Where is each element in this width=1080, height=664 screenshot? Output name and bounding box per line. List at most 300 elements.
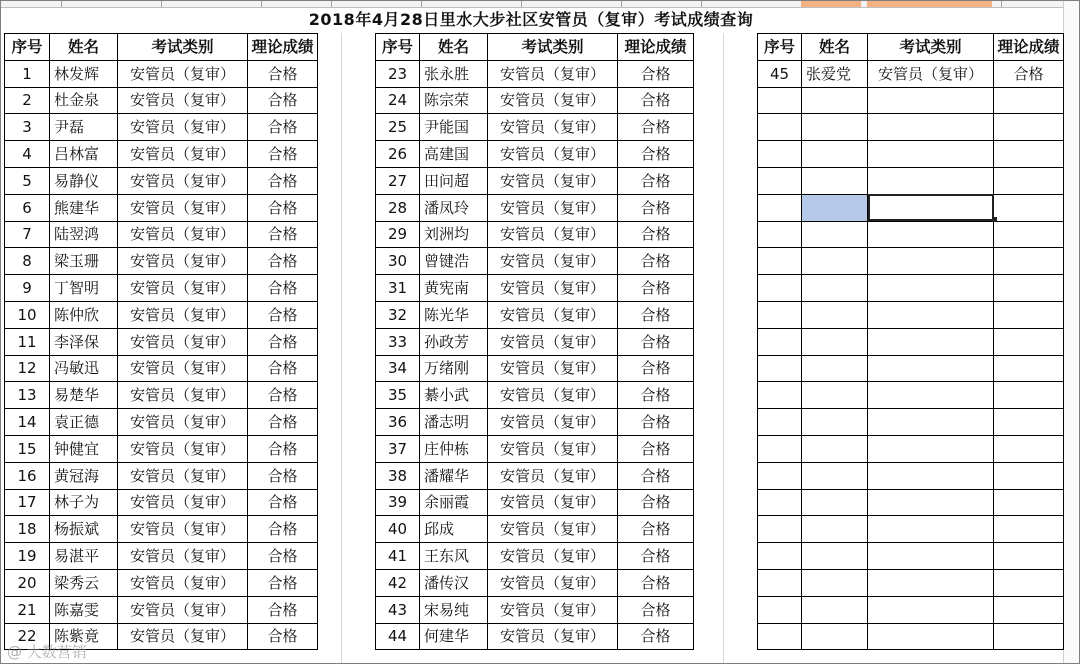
empty-cell[interactable]	[802, 328, 868, 355]
name-cell[interactable]: 熊建华	[50, 194, 118, 221]
seq-cell[interactable]: 28	[376, 194, 420, 221]
name-cell[interactable]: 王东风	[420, 543, 488, 570]
score-cell[interactable]: 合格	[248, 194, 318, 221]
empty-cell[interactable]	[994, 623, 1064, 650]
empty-cell[interactable]	[994, 87, 1064, 114]
empty-cell[interactable]	[758, 328, 802, 355]
empty-cell[interactable]	[994, 248, 1064, 275]
empty-cell[interactable]	[994, 435, 1064, 462]
seq-cell[interactable]: 40	[376, 516, 420, 543]
empty-cell[interactable]	[758, 409, 802, 436]
score-cell[interactable]: 合格	[248, 516, 318, 543]
empty-cell[interactable]	[868, 623, 994, 650]
seq-cell[interactable]: 19	[5, 543, 50, 570]
name-cell[interactable]: 李泽保	[50, 328, 118, 355]
category-cell[interactable]: 安管员（复审）	[488, 167, 618, 194]
empty-cell[interactable]	[868, 221, 994, 248]
empty-cell[interactable]	[994, 167, 1064, 194]
score-cell[interactable]: 合格	[618, 301, 694, 328]
empty-cell[interactable]	[994, 409, 1064, 436]
table-row	[758, 275, 1064, 302]
table-row	[758, 194, 1064, 221]
header-seq[interactable]: 序号	[5, 34, 50, 61]
category-cell[interactable]: 安管员（复审）	[118, 569, 248, 596]
empty-cell[interactable]	[868, 87, 994, 114]
category-cell[interactable]: 安管员（复审）	[488, 275, 618, 302]
table-row	[758, 248, 1064, 275]
category-cell[interactable]: 安管员（复审）	[488, 328, 618, 355]
name-cell[interactable]: 陆翌鸿	[50, 221, 118, 248]
empty-cell[interactable]	[868, 141, 994, 168]
table-row	[376, 596, 694, 623]
seq-cell[interactable]: 39	[376, 489, 420, 516]
score-cell[interactable]: 合格	[248, 489, 318, 516]
header-name[interactable]: 姓名	[420, 34, 488, 61]
score-cell[interactable]: 合格	[618, 221, 694, 248]
name-cell[interactable]: 钟健宜	[50, 435, 118, 462]
empty-cell[interactable]	[802, 167, 868, 194]
empty-cell[interactable]	[994, 114, 1064, 141]
category-cell[interactable]: 安管员（复审）	[488, 409, 618, 436]
selected-cell[interactable]	[802, 194, 868, 221]
name-cell[interactable]: 万绪刚	[420, 355, 488, 382]
empty-cell[interactable]	[802, 87, 868, 114]
empty-cell[interactable]	[758, 275, 802, 302]
empty-cell[interactable]	[758, 221, 802, 248]
empty-cell[interactable]	[802, 301, 868, 328]
name-cell[interactable]: 田问超	[420, 167, 488, 194]
seq-cell[interactable]: 37	[376, 435, 420, 462]
empty-cell[interactable]	[994, 275, 1064, 302]
score-cell[interactable]: 合格	[618, 194, 694, 221]
table-row	[5, 328, 318, 355]
seq-cell[interactable]: 32	[376, 301, 420, 328]
empty-cell[interactable]	[868, 301, 994, 328]
empty-cell[interactable]	[994, 569, 1064, 596]
empty-cell[interactable]	[802, 596, 868, 623]
name-cell[interactable]: 袁正德	[50, 409, 118, 436]
empty-cell[interactable]	[802, 435, 868, 462]
empty-cell[interactable]	[758, 382, 802, 409]
category-cell[interactable]: 安管员（复审）	[118, 194, 248, 221]
empty-cell[interactable]	[868, 328, 994, 355]
seq-cell[interactable]: 41	[376, 543, 420, 570]
category-cell[interactable]: 安管员（复审）	[118, 60, 248, 87]
seq-cell[interactable]: 10	[5, 301, 50, 328]
empty-cell[interactable]	[758, 355, 802, 382]
name-cell[interactable]: 曾键浩	[420, 248, 488, 275]
empty-cell[interactable]	[802, 114, 868, 141]
category-cell[interactable]: 安管员（复审）	[488, 516, 618, 543]
empty-cell[interactable]	[802, 141, 868, 168]
table-row	[758, 409, 1064, 436]
category-cell[interactable]: 安管员（复审）	[118, 623, 248, 650]
empty-cell[interactable]	[802, 382, 868, 409]
category-cell[interactable]: 安管员（复审）	[488, 221, 618, 248]
empty-cell[interactable]	[994, 462, 1064, 489]
category-cell[interactable]: 安管员（复审）	[488, 248, 618, 275]
score-cell[interactable]: 合格	[248, 87, 318, 114]
name-cell[interactable]: 陈光华	[420, 301, 488, 328]
category-cell[interactable]: 安管员（复审）	[118, 489, 248, 516]
empty-cell[interactable]	[994, 194, 1064, 221]
table-row	[5, 194, 318, 221]
empty-cell[interactable]	[758, 543, 802, 570]
name-cell[interactable]: 梁秀云	[50, 569, 118, 596]
seq-cell[interactable]: 6	[5, 194, 50, 221]
name-cell[interactable]: 邱成	[420, 516, 488, 543]
empty-cell[interactable]	[758, 569, 802, 596]
seq-cell[interactable]: 31	[376, 275, 420, 302]
empty-cell[interactable]	[994, 516, 1064, 543]
seq-cell[interactable]: 16	[5, 462, 50, 489]
score-cell[interactable]: 合格	[248, 462, 318, 489]
empty-cell[interactable]	[868, 275, 994, 302]
score-cell[interactable]: 合格	[618, 355, 694, 382]
category-cell[interactable]: 安管员（复审）	[118, 301, 248, 328]
score-cell[interactable]: 合格	[618, 543, 694, 570]
header-name[interactable]: 姓名	[802, 34, 868, 61]
table-row	[758, 87, 1064, 114]
score-cell[interactable]: 合格	[248, 248, 318, 275]
seq-cell[interactable]: 18	[5, 516, 50, 543]
seq-cell[interactable]: 4	[5, 141, 50, 168]
header-seq[interactable]: 序号	[758, 34, 802, 61]
seq-cell[interactable]: 36	[376, 409, 420, 436]
score-cell[interactable]: 合格	[248, 328, 318, 355]
empty-cell[interactable]	[994, 221, 1064, 248]
name-cell[interactable]: 潘凤玲	[420, 194, 488, 221]
score-cell[interactable]: 合格	[248, 60, 318, 87]
category-cell[interactable]: 安管员（复审）	[488, 435, 618, 462]
empty-cell[interactable]	[868, 435, 994, 462]
empty-cell[interactable]	[802, 543, 868, 570]
name-cell[interactable]: 吕林富	[50, 141, 118, 168]
score-cell[interactable]: 合格	[618, 409, 694, 436]
name-cell[interactable]: 孙政芳	[420, 328, 488, 355]
seq-cell[interactable]: 2	[5, 87, 50, 114]
empty-cell[interactable]	[868, 167, 994, 194]
table-row	[758, 114, 1064, 141]
seq-cell[interactable]: 35	[376, 382, 420, 409]
category-cell[interactable]: 安管员（复审）	[118, 328, 248, 355]
table-row	[376, 435, 694, 462]
seq-cell[interactable]: 26	[376, 141, 420, 168]
vertical-scrollbar-area[interactable]	[1063, 1, 1080, 663]
name-cell[interactable]: 尹磊	[50, 114, 118, 141]
name-cell[interactable]: 刘洲均	[420, 221, 488, 248]
category-cell[interactable]: 安管员（复审）	[488, 596, 618, 623]
name-cell[interactable]: 张永胜	[420, 60, 488, 87]
seq-cell[interactable]: 27	[376, 167, 420, 194]
seq-cell[interactable]: 44	[376, 623, 420, 650]
score-cell[interactable]: 合格	[618, 275, 694, 302]
empty-cell[interactable]	[758, 435, 802, 462]
score-cell[interactable]: 合格	[248, 623, 318, 650]
category-cell[interactable]: 安管员（复审）	[118, 462, 248, 489]
header-score[interactable]: 理论成绩	[248, 34, 318, 61]
empty-cell[interactable]	[802, 248, 868, 275]
sheet-title: 2018年4月28日里水大步社区安管员（复审）考试成绩查询	[308, 10, 754, 29]
table-row	[758, 569, 1064, 596]
table-row	[376, 569, 694, 596]
name-cell[interactable]: 丁智明	[50, 275, 118, 302]
name-cell[interactable]: 林子为	[50, 489, 118, 516]
category-cell[interactable]: 安管员（复审）	[488, 141, 618, 168]
category-cell[interactable]: 安管员（复审）	[118, 516, 248, 543]
empty-cell[interactable]	[994, 543, 1064, 570]
name-cell[interactable]: 黄宪南	[420, 275, 488, 302]
empty-cell[interactable]	[802, 221, 868, 248]
name-cell[interactable]: 陈仲欣	[50, 301, 118, 328]
category-cell[interactable]: 安管员（复审）	[868, 60, 994, 87]
category-cell[interactable]: 安管员（复审）	[488, 382, 618, 409]
name-cell[interactable]: 易楚华	[50, 382, 118, 409]
score-cell[interactable]: 合格	[248, 355, 318, 382]
category-cell[interactable]: 安管员（复审）	[118, 355, 248, 382]
seq-cell[interactable]: 43	[376, 596, 420, 623]
name-cell[interactable]: 高建国	[420, 141, 488, 168]
empty-cell[interactable]	[758, 87, 802, 114]
empty-cell[interactable]	[994, 141, 1064, 168]
header-score[interactable]: 理论成绩	[994, 34, 1064, 61]
name-cell[interactable]: 杜金泉	[50, 87, 118, 114]
score-cell[interactable]: 合格	[618, 435, 694, 462]
score-cell[interactable]: 合格	[248, 141, 318, 168]
name-cell[interactable]: 余丽霞	[420, 489, 488, 516]
category-cell[interactable]: 安管员（复审）	[118, 435, 248, 462]
score-cell[interactable]: 合格	[248, 275, 318, 302]
category-cell[interactable]: 安管员（复审）	[488, 194, 618, 221]
name-cell[interactable]: 綦小武	[420, 382, 488, 409]
seq-cell[interactable]: 11	[5, 328, 50, 355]
header-row	[758, 34, 1064, 61]
score-cell[interactable]: 合格	[248, 114, 318, 141]
score-cell[interactable]: 合格	[618, 516, 694, 543]
score-cell[interactable]: 合格	[618, 489, 694, 516]
seq-cell[interactable]: 25	[376, 114, 420, 141]
empty-cell[interactable]	[802, 489, 868, 516]
empty-cell[interactable]	[868, 516, 994, 543]
name-cell[interactable]: 庄仲栋	[420, 435, 488, 462]
table-row	[376, 87, 694, 114]
header-category[interactable]: 考试类别	[488, 34, 618, 61]
category-cell[interactable]: 安管员（复审）	[488, 489, 618, 516]
empty-cell[interactable]	[868, 409, 994, 436]
name-cell[interactable]: 梁玉珊	[50, 248, 118, 275]
seq-cell[interactable]: 20	[5, 569, 50, 596]
seq-cell[interactable]: 29	[376, 221, 420, 248]
seq-cell[interactable]: 34	[376, 355, 420, 382]
seq-cell[interactable]: 14	[5, 409, 50, 436]
empty-cell[interactable]	[758, 194, 802, 221]
table-row	[5, 355, 318, 382]
category-cell[interactable]: 安管员（复审）	[118, 409, 248, 436]
empty-cell[interactable]	[994, 355, 1064, 382]
category-cell[interactable]: 安管员（复审）	[118, 167, 248, 194]
seq-cell[interactable]: 30	[376, 248, 420, 275]
empty-cell[interactable]	[758, 114, 802, 141]
empty-cell[interactable]	[868, 462, 994, 489]
empty-cell[interactable]	[868, 489, 994, 516]
category-cell[interactable]: 安管员（复审）	[118, 596, 248, 623]
table-row	[758, 623, 1064, 650]
score-cell[interactable]: 合格	[618, 462, 694, 489]
category-cell[interactable]: 安管员（复审）	[118, 221, 248, 248]
category-cell[interactable]: 安管员（复审）	[488, 355, 618, 382]
seq-cell[interactable]: 42	[376, 569, 420, 596]
seq-cell[interactable]: 3	[5, 114, 50, 141]
empty-cell[interactable]	[802, 623, 868, 650]
empty-cell[interactable]	[868, 382, 994, 409]
seq-cell[interactable]: 8	[5, 248, 50, 275]
score-cell[interactable]: 合格	[248, 382, 318, 409]
empty-cell[interactable]	[758, 623, 802, 650]
score-cell[interactable]: 合格	[618, 248, 694, 275]
name-cell[interactable]: 张爱党	[802, 60, 868, 87]
name-cell[interactable]: 陈宗荣	[420, 87, 488, 114]
empty-cell[interactable]	[758, 248, 802, 275]
seq-cell[interactable]: 7	[5, 221, 50, 248]
header-seq[interactable]: 序号	[376, 34, 420, 61]
category-cell[interactable]: 安管员（复审）	[488, 87, 618, 114]
score-cell[interactable]: 合格	[618, 596, 694, 623]
name-cell[interactable]: 潘传汉	[420, 569, 488, 596]
score-cell[interactable]: 合格	[248, 167, 318, 194]
empty-cell[interactable]	[868, 543, 994, 570]
empty-cell[interactable]	[802, 355, 868, 382]
name-cell[interactable]: 何建华	[420, 623, 488, 650]
category-cell[interactable]: 安管员（复审）	[118, 114, 248, 141]
table-row	[758, 382, 1064, 409]
empty-cell[interactable]	[758, 167, 802, 194]
score-cell[interactable]: 合格	[618, 569, 694, 596]
score-cell[interactable]: 合格	[248, 596, 318, 623]
empty-cell[interactable]	[802, 409, 868, 436]
category-cell[interactable]: 安管员（复审）	[488, 301, 618, 328]
score-cell[interactable]: 合格	[618, 328, 694, 355]
category-cell[interactable]: 安管员（复审）	[118, 87, 248, 114]
score-cell[interactable]: 合格	[248, 221, 318, 248]
seq-cell[interactable]: 33	[376, 328, 420, 355]
name-cell[interactable]: 易静仪	[50, 167, 118, 194]
empty-cell[interactable]	[758, 141, 802, 168]
name-cell[interactable]: 杨振斌	[50, 516, 118, 543]
score-cell[interactable]: 合格	[994, 60, 1064, 87]
score-cell[interactable]: 合格	[618, 623, 694, 650]
empty-cell[interactable]	[802, 516, 868, 543]
seq-cell[interactable]: 9	[5, 275, 50, 302]
score-cell[interactable]: 合格	[248, 435, 318, 462]
name-cell[interactable]: 潘耀华	[420, 462, 488, 489]
header-score[interactable]: 理论成绩	[618, 34, 694, 61]
header-category[interactable]: 考试类别	[118, 34, 248, 61]
category-cell[interactable]: 安管员（复审）	[118, 543, 248, 570]
category-cell[interactable]: 安管员（复审）	[488, 462, 618, 489]
category-cell[interactable]: 安管员（复审）	[488, 623, 618, 650]
score-cell[interactable]: 合格	[248, 301, 318, 328]
score-cell[interactable]: 合格	[248, 409, 318, 436]
category-cell[interactable]: 安管员（复审）	[118, 382, 248, 409]
category-cell[interactable]: 安管员（复审）	[488, 60, 618, 87]
empty-cell[interactable]	[868, 569, 994, 596]
active-cell[interactable]	[868, 194, 994, 221]
header-name[interactable]: 姓名	[50, 34, 118, 61]
empty-cell[interactable]	[994, 596, 1064, 623]
score-cell[interactable]: 合格	[248, 569, 318, 596]
seq-cell[interactable]: 23	[376, 60, 420, 87]
table-row	[758, 516, 1064, 543]
score-cell[interactable]: 合格	[618, 141, 694, 168]
empty-cell[interactable]	[758, 596, 802, 623]
name-cell[interactable]: 黄冠海	[50, 462, 118, 489]
score-cell[interactable]: 合格	[618, 60, 694, 87]
empty-cell[interactable]	[868, 355, 994, 382]
header-category[interactable]: 考试类别	[868, 34, 994, 61]
empty-cell[interactable]	[758, 516, 802, 543]
score-cell[interactable]: 合格	[618, 167, 694, 194]
empty-cell[interactable]	[758, 301, 802, 328]
empty-cell[interactable]	[802, 275, 868, 302]
category-cell[interactable]: 安管员（复审）	[118, 141, 248, 168]
name-cell[interactable]: 林发辉	[50, 60, 118, 87]
seq-cell[interactable]: 24	[376, 87, 420, 114]
seq-cell[interactable]: 38	[376, 462, 420, 489]
empty-cell[interactable]	[994, 301, 1064, 328]
empty-cell[interactable]	[868, 248, 994, 275]
category-cell[interactable]: 安管员（复审）	[118, 248, 248, 275]
seq-cell[interactable]: 15	[5, 435, 50, 462]
empty-cell[interactable]	[994, 328, 1064, 355]
name-cell[interactable]: 易湛平	[50, 543, 118, 570]
seq-cell[interactable]: 17	[5, 489, 50, 516]
seq-cell[interactable]: 21	[5, 596, 50, 623]
score-cell[interactable]: 合格	[618, 87, 694, 114]
empty-cell[interactable]	[758, 462, 802, 489]
empty-cell[interactable]	[802, 462, 868, 489]
table-row	[5, 516, 318, 543]
name-cell[interactable]: 潘志明	[420, 409, 488, 436]
empty-cell[interactable]	[758, 489, 802, 516]
empty-cell[interactable]	[802, 569, 868, 596]
table-row	[5, 141, 318, 168]
name-cell[interactable]: 尹能国	[420, 114, 488, 141]
empty-cell[interactable]	[994, 489, 1064, 516]
seq-cell[interactable]: 45	[758, 60, 802, 87]
category-cell[interactable]: 安管员（复审）	[118, 275, 248, 302]
name-cell[interactable]: 冯敏迅	[50, 355, 118, 382]
category-cell[interactable]: 安管员（复审）	[488, 114, 618, 141]
empty-cell[interactable]	[994, 382, 1064, 409]
score-cell[interactable]: 合格	[618, 382, 694, 409]
empty-cell[interactable]	[868, 596, 994, 623]
score-cell[interactable]: 合格	[618, 114, 694, 141]
table-row	[5, 462, 318, 489]
seq-cell[interactable]: 22	[5, 623, 50, 650]
name-cell[interactable]: 陈嘉雯	[50, 596, 118, 623]
seq-cell[interactable]: 5	[5, 167, 50, 194]
empty-cell[interactable]	[868, 114, 994, 141]
category-cell[interactable]: 安管员（复审）	[488, 543, 618, 570]
score-cell[interactable]: 合格	[248, 543, 318, 570]
seq-cell[interactable]: 12	[5, 355, 50, 382]
seq-cell[interactable]: 1	[5, 60, 50, 87]
category-cell[interactable]: 安管员（复审）	[488, 569, 618, 596]
fill-handle[interactable]	[992, 217, 997, 222]
name-cell[interactable]: 陈紫竟	[50, 623, 118, 650]
seq-cell[interactable]: 13	[5, 382, 50, 409]
name-cell[interactable]: 宋易纯	[420, 596, 488, 623]
